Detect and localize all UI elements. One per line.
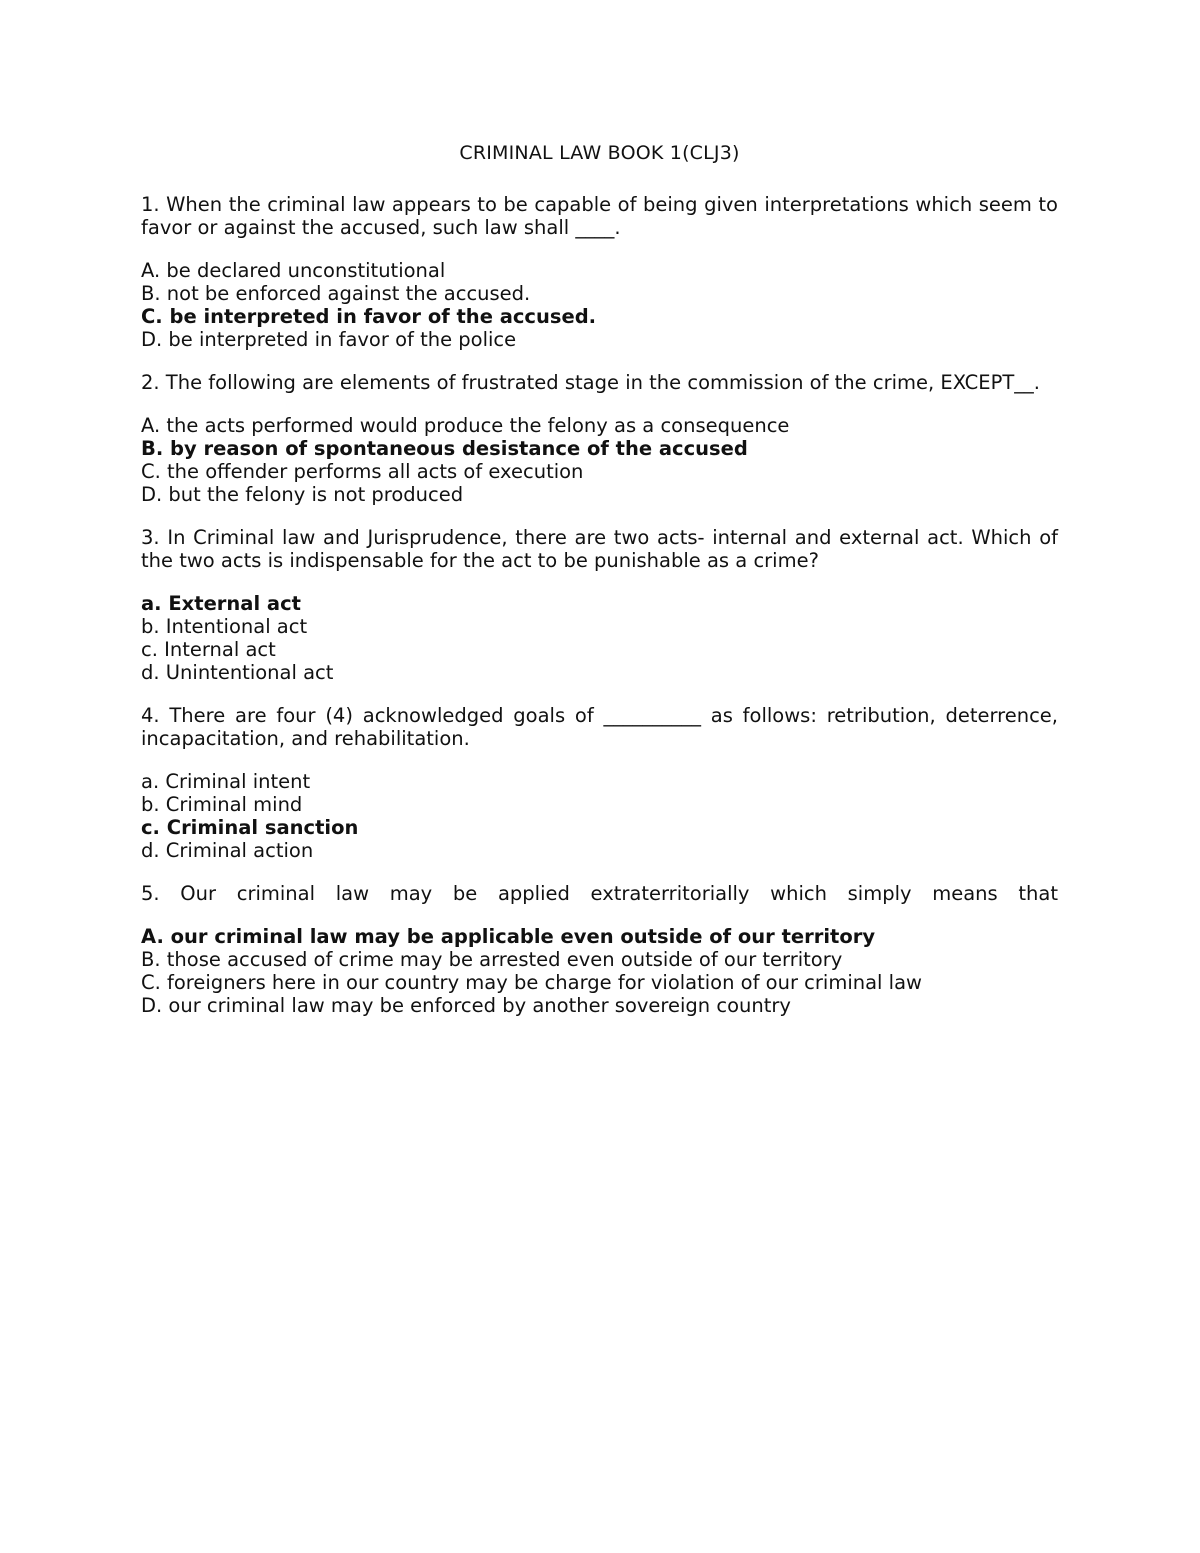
answer-choices bbox=[141, 592, 1058, 684]
question-1 bbox=[141, 193, 1058, 351]
question-text: There are four (4) acknowledged goals of __________ as follows: retribution, deterrence, incapacitation, and rehabilitation. bbox=[141, 704, 1058, 750]
question-stem bbox=[141, 193, 1058, 239]
answer-choice-correct: B. by reason of spontaneous desistance of the accused bbox=[141, 437, 748, 460]
question-number: 1. bbox=[141, 193, 160, 216]
answer-choice: d. Unintentional act bbox=[141, 661, 334, 684]
answer-choice-correct: A. our criminal law may be applicable even outside of our territory bbox=[141, 925, 876, 948]
answer-choice: D. but the felony is not produced bbox=[141, 483, 464, 506]
answer-choice: b. Intentional act bbox=[141, 615, 308, 638]
answer-choices bbox=[141, 259, 1058, 351]
answer-choice-correct: C. be interpreted in favor of the accused. bbox=[141, 305, 597, 328]
answer-choice: b. Criminal mind bbox=[141, 793, 303, 816]
document-page bbox=[141, 140, 1058, 1037]
answer-choice: d. Criminal action bbox=[141, 839, 314, 862]
question-number: 3. bbox=[141, 526, 160, 549]
question-text: The following are elements of frustrated stage in the commission of the crime, EXCEPT__. bbox=[159, 371, 1040, 394]
answer-choice: B. those accused of crime may be arrested even outside of our territory bbox=[141, 948, 843, 971]
answer-choices bbox=[141, 925, 1058, 1017]
answer-choice: a. Criminal intent bbox=[141, 770, 311, 793]
document-title: CRIMINAL LAW BOOK 1(CLJ3) bbox=[459, 142, 740, 164]
question-stem bbox=[141, 704, 1058, 750]
answer-choice-correct: a. External act bbox=[141, 592, 301, 615]
answer-choice: c. Internal act bbox=[141, 638, 276, 661]
question-2 bbox=[141, 371, 1058, 506]
question-stem bbox=[141, 371, 1058, 394]
answer-choice: A. be declared unconstitutional bbox=[141, 259, 446, 282]
question-text: When the criminal law appears to be capable of being given interpretations which seem to favor or against the accused, such law shall ____. bbox=[141, 193, 1058, 239]
question-text: In Criminal law and Jurisprudence, there are two acts- internal and external act. Which of the two acts is indispensable for the act to be punishable as a crime? bbox=[141, 526, 1058, 572]
answer-choice: D. our criminal law may be enforced by another sovereign country bbox=[141, 994, 791, 1017]
answer-choice: C. foreigners here in our country may be charge for violation of our criminal law bbox=[141, 971, 922, 994]
question-number: 2. bbox=[141, 371, 160, 394]
question-4 bbox=[141, 704, 1058, 862]
answer-choice-correct: c. Criminal sanction bbox=[141, 816, 359, 839]
answer-choice: B. not be enforced against the accused. bbox=[141, 282, 531, 305]
question-3 bbox=[141, 526, 1058, 684]
question-stem bbox=[141, 526, 1058, 572]
question-stem bbox=[141, 882, 1058, 905]
question-text: Our criminal law may be applied extraterritorially which simply means that bbox=[159, 882, 1058, 905]
question-5 bbox=[141, 882, 1058, 1017]
question-number: 4. bbox=[141, 704, 160, 727]
answer-choices bbox=[141, 770, 1058, 862]
answer-choice: D. be interpreted in favor of the police bbox=[141, 328, 517, 351]
answer-choices bbox=[141, 414, 1058, 506]
answer-choice: C. the offender performs all acts of execution bbox=[141, 460, 584, 483]
question-number: 5. bbox=[141, 882, 160, 905]
answer-choice: A. the acts performed would produce the felony as a consequence bbox=[141, 414, 790, 437]
